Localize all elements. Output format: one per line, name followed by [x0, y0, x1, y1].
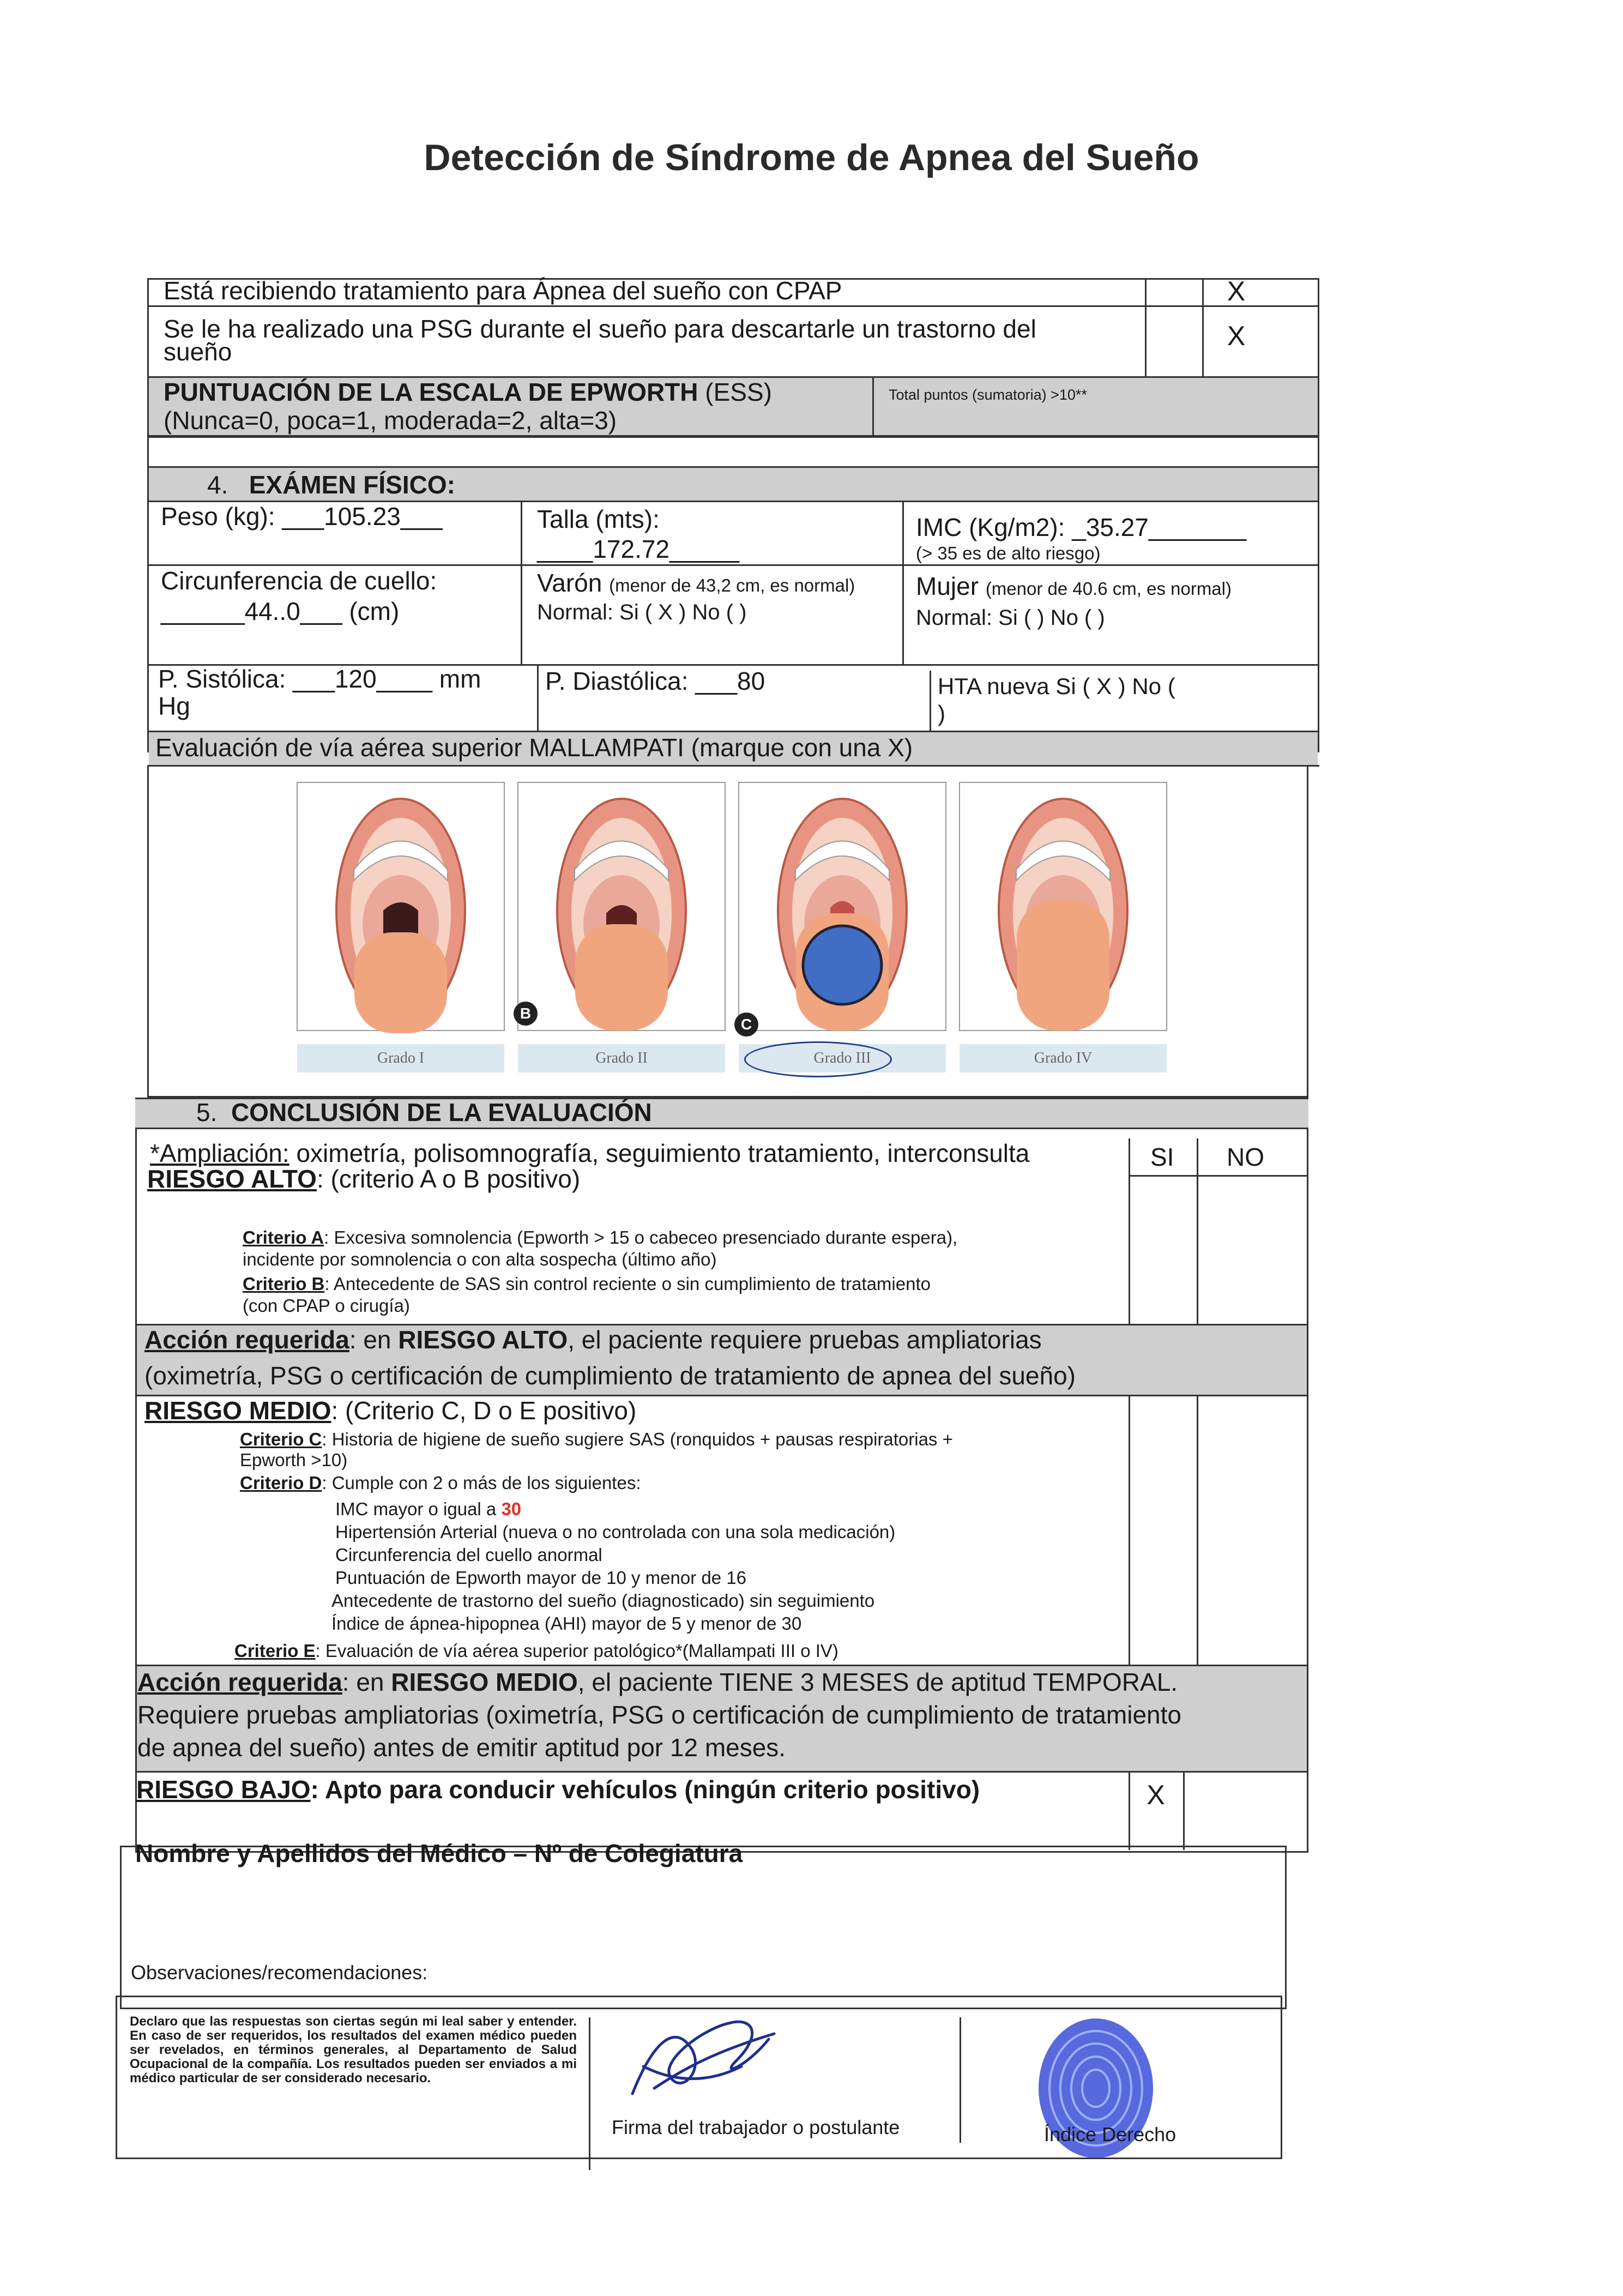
declaracion-text: Declaro que las respuestas son ciertas según mi leal saber y entender. En caso de ser requeridos, los resultados del examen médico pueden ser revelados, en términos generales, al Departamento de Salud Ocupacional de la compañía. Los resultados pueden ser enviados a mi médico particular de ser considerado necesario. — [130, 2014, 577, 2086]
accion-alto-line1: Acción requerida: en RIESGO ALTO, el paciente requiere pruebas ampliatorias — [144, 1325, 1042, 1354]
question-psg-line2: sueño — [164, 338, 232, 366]
sistolica-line2: Hg — [158, 692, 190, 720]
accion-medio-line1: Acción requerida: en RIESGO MEDIO, el paciente TIENE 3 MESES de aptitud TEMPORAL. — [137, 1668, 1178, 1696]
mallampati-title: Evaluación de vía aérea superior MALLAMPATI (marque con una X) — [155, 733, 913, 762]
riesgo-bajo-mark: X — [1147, 1780, 1165, 1810]
riesgo-bajo: RIESGO BAJO: Apto para conducir vehículos (ningún criterio positivo) — [136, 1775, 980, 1804]
mallampati-illustration — [294, 780, 1178, 1052]
criterio-d-item: Circunferencia del cuello anormal — [335, 1545, 602, 1565]
no-header: NO — [1227, 1143, 1264, 1171]
cuello-label: Circunferencia de cuello: — [161, 567, 437, 595]
grade-label-3: Grado III — [739, 1044, 946, 1072]
criterio-d: Criterio D: Cumple con 2 o más de los siguientes: — [240, 1473, 641, 1493]
epworth-total-label: Total puntos (sumatoria) >10** — [889, 387, 1087, 403]
grade-3-selected-oval — [744, 1041, 892, 1077]
question-psg-line1: Se le ha realizado una PSG durante el sueño para descartarle un trastorno del — [164, 315, 1036, 343]
talla-value: ____172.72_____ — [537, 535, 739, 563]
badge-b: B — [514, 1002, 538, 1026]
hta-line2: ) — [938, 701, 945, 726]
riesgo-alto: RIESGO ALTO: (criterio A o B positivo) — [147, 1165, 581, 1193]
epworth-title: PUNTUACIÓN DE LA ESCALA DE EPWORTH (ESS) — [164, 378, 772, 406]
riesgo-medio: RIESGO MEDIO: (Criterio C, D o E positivo) — [144, 1396, 637, 1425]
criterio-a-line1: Criterio A: Excesiva somnolencia (Epworth > 15 o cabeceo presenciado durante espera), — [243, 1227, 958, 1248]
sistolica-line1: P. Sistólica: ___120____ mm — [158, 665, 481, 693]
mujer-field: Mujer (menor de 40.6 cm, es normal) — [916, 572, 1232, 600]
accion-alto-line2: (oximetría, PSG o certificación de cumplimiento de tratamiento de apnea del sueño) — [144, 1361, 1076, 1390]
criterio-e: Criterio E: Evaluación de vía aérea superior patológico*(Mallampati III o IV) — [234, 1641, 838, 1661]
signature — [611, 2001, 791, 2116]
mujer-normal: Normal: Si ( ) No ( ) — [916, 606, 1105, 630]
grade-label-4: Grado IV — [960, 1044, 1167, 1072]
epworth-scale: (Nunca=0, poca=1, moderada=2, alta=3) — [164, 406, 617, 435]
conclusion-heading: 5. CONCLUSIÓN DE LA EVALUACIÓN — [196, 1098, 652, 1126]
question-cpap: Está recibiendo tratamiento para Ápnea del sueño con CPAP — [164, 276, 842, 305]
criterio-d-item: Puntuación de Epworth mayor de 10 y menor de 16 — [335, 1568, 746, 1588]
criterio-d-item-imc: IMC mayor o igual a 30 — [335, 1499, 522, 1519]
observaciones-label: Observaciones/recomendaciones: — [131, 1961, 428, 1984]
grade-label-1: Grado I — [297, 1044, 504, 1072]
peso-field: Peso (kg): ___105.23___ — [161, 502, 443, 531]
criterio-c-line1: Criterio C: Historia de higiene de sueño sugiere SAS (ronquidos + pausas respiratorias + — [240, 1429, 953, 1449]
firma-label: Firma del trabajador o postulante — [612, 2116, 900, 2138]
criterio-d-item: Hipertensión Arterial (nueva o no controlada con una sola medicación) — [335, 1522, 896, 1542]
badge-c: C — [734, 1013, 758, 1036]
indice-label: Índice Derecho — [1044, 2123, 1176, 2146]
criterio-b-line2: (con CPAP o cirugía) — [243, 1295, 410, 1316]
medico-label: Nombre y Apellidos del Médico – Nº de Colegiatura — [135, 1839, 743, 1867]
question-psg-mark: X — [1227, 321, 1246, 351]
criterio-d-item: Índice de ápnea-hipopnea (AHI) mayor de 5 y menor de 30 — [331, 1613, 802, 1634]
hta-line1: HTA nueva Si ( X ) No ( — [938, 673, 1175, 699]
varon-normal: Normal: Si ( X ) No ( ) — [537, 600, 747, 624]
imc-field: IMC (Kg/m2): _35.27_______ — [916, 513, 1247, 541]
ampliacion-row: *Ampliación: oximetría, polisomnografía, seguimiento tratamiento, interconsulta — [150, 1139, 1030, 1167]
imc-note: (> 35 es de alto riesgo) — [916, 543, 1101, 563]
cuello-value: ______44..0___ (cm) — [161, 597, 400, 625]
grade-label-2: Grado II — [518, 1044, 725, 1072]
accion-medio-line2: Requiere pruebas ampliatorias (oximetría, PSG o certificación de cumplimiento de tratamiento — [137, 1701, 1181, 1729]
page-title: Detección de Síndrome de Apnea del Sueño — [424, 137, 1199, 178]
criterio-a-line2: incidente por somnolencia o con alta sospecha (último año) — [243, 1249, 717, 1269]
criterio-d-item: Antecedente de trastorno del sueño (diagnosticado) sin seguimiento — [331, 1590, 875, 1611]
diastolica-field: P. Diastólica: ___80 — [545, 667, 765, 695]
varon-field: Varón (menor de 43,2 cm, es normal) — [537, 569, 855, 597]
medico-box — [120, 1846, 1287, 2009]
si-header: SI — [1150, 1143, 1174, 1171]
talla-label: Talla (mts): — [537, 505, 660, 533]
accion-medio-line3: de apnea del sueño) antes de emitir aptitud por 12 meses. — [137, 1733, 786, 1762]
criterio-c-line2: Epworth >10) — [240, 1450, 348, 1470]
exam-heading: 4. EXÁMEN FÍSICO: — [207, 471, 455, 499]
question-cpap-mark: X — [1227, 276, 1246, 306]
criterio-b-line1: Criterio B: Antecedente de SAS sin control reciente o sin cumplimiento de tratamiento — [243, 1274, 931, 1294]
